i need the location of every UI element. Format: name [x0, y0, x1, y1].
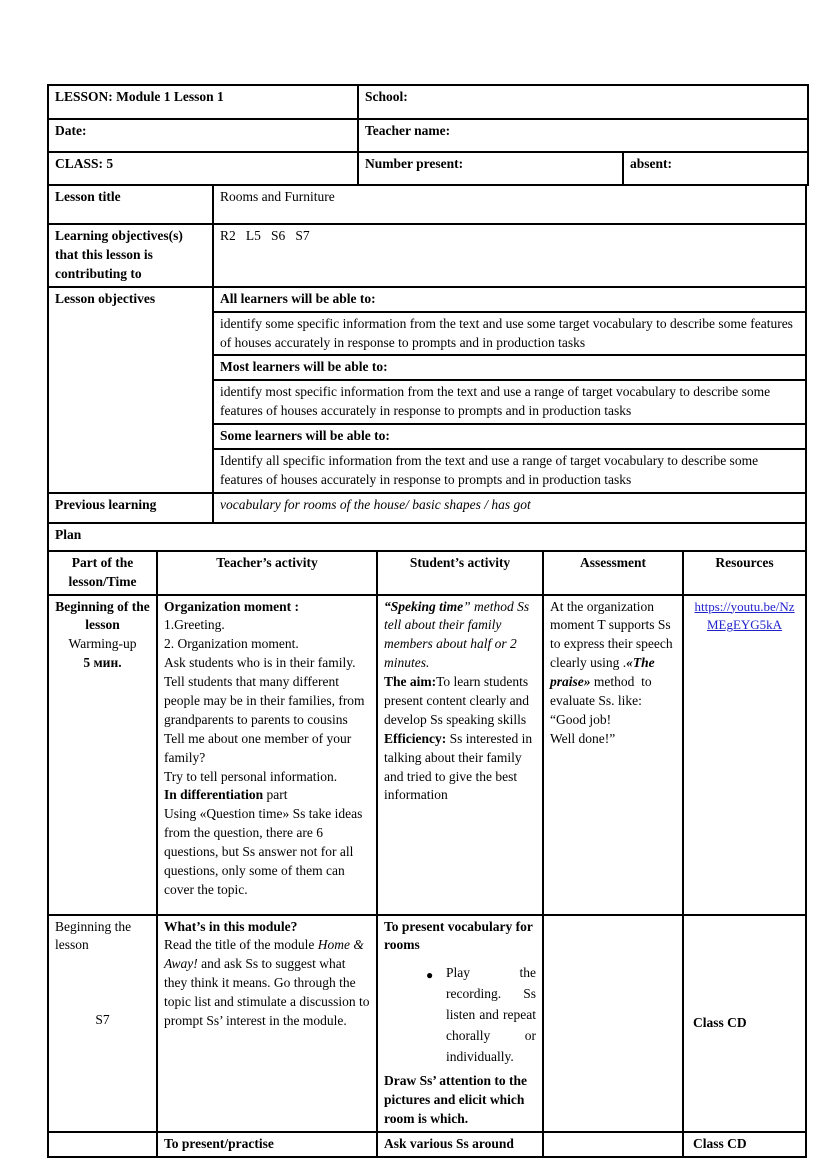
some-learners-text: Identify all specific information from the text and use a range of target vocabulary to describe some features of houses accurately in response to prompts and in production tasks [213, 449, 806, 493]
row1-assessment-cell: At the organization moment T supports Ss to express their speech clearly using .«The praise» method to evaluate Ss. like: “Good job! Well done!” [543, 595, 683, 915]
info-table [47, 184, 807, 552]
date-cell: Date: [48, 119, 358, 152]
row3-resources-cell: Class CD [683, 1132, 806, 1157]
learning-objectives-value: R2 L5 S6 S7 [213, 224, 806, 287]
plan-header-part: Part of the lesson/Time [48, 551, 157, 595]
row1-teacher-cell: Organization moment : 1.Greeting. 2. Organization moment. Ask students who is in their family. Tell students that many different people may be in their families, from grandparents to parents to cousins Tell me about one member of your family? Try to tell personal information. In differentiation part Using «Question time» Ss take ideas from the question, there are 6 questions, but Ss answer not for all questions, only some of them can cover the topic. [157, 595, 377, 915]
plan-header-resources: Resources [683, 551, 806, 595]
row2-assessment-cell [543, 915, 683, 1132]
row2-part-cell: Beginning the lesson S7 [48, 915, 157, 1132]
all-learners-text: identify some specific information from the text and use some target vocabulary to describe some features of houses accurately in response to prompts and in production tasks [213, 312, 806, 356]
plan-header-student: Student’s activity [377, 551, 543, 595]
row1-student-cell: “Speking time” method Ss tell about their family members about half or 2 minutes. The aim:To learn students present content clearly and develop Ss speaking skills Efficiency: Ss interested in talking about their family and tried to give the best information [377, 595, 543, 915]
row3-student-cell: Ask various Ss around [377, 1132, 543, 1157]
number-present-cell: Number present: [358, 152, 623, 185]
previous-learning-label: Previous learning [48, 493, 213, 523]
row3-part-cell [48, 1132, 157, 1157]
previous-learning-value: vocabulary for rooms of the house/ basic shapes / has got [213, 493, 806, 523]
lesson-module-cell: LESSON: Module 1 Lesson 1 [48, 85, 358, 119]
youtube-link[interactable]: https://youtu.be/NzMEgEYG5kA [694, 598, 795, 633]
row2-resources-cell: Class CD [683, 915, 806, 1132]
row2-teacher-cell: What’s in this module? Read the title of the module Home & Away! and ask Ss to suggest what they think it means. Go through the topic list and stimulate a discussion to prompt Ss’ interest in the module. [157, 915, 377, 1132]
most-learners-text: identify most specific information from the text and use a range of target vocabulary to describe some features of houses accurately in response to prompts and in production tasks [213, 380, 806, 424]
class-cell: CLASS: 5 [48, 152, 358, 185]
row2-student-cell: To present vocabulary for rooms ● Play the recording. Ss listen and repeat chorally or individually. Draw Ss’ attention to the pictures and elicit which room is which. [377, 915, 543, 1132]
teacher-name-cell: Teacher name: [358, 119, 808, 152]
lesson-title-label: Lesson title [48, 185, 213, 224]
lesson-plan-document [47, 84, 807, 1158]
absent-cell: absent: [623, 152, 808, 185]
plan-header-teacher: Teacher’s activity [157, 551, 377, 595]
lesson-objectives-label: Lesson objectives [48, 287, 213, 493]
row3-teacher-cell: To present/practise [157, 1132, 377, 1157]
row3-assessment-cell [543, 1132, 683, 1157]
lesson-title-value: Rooms and Furniture [213, 185, 806, 224]
some-learners-heading: Some learners will be able to: [213, 424, 806, 449]
school-cell: School: [358, 85, 808, 119]
plan-header-assessment: Assessment [543, 551, 683, 595]
row1-resources-cell [683, 595, 806, 915]
all-learners-heading: All learners will be able to: [213, 287, 806, 312]
learning-objectives-label: Learning objectives(s) that this lesson is contributing to [48, 224, 213, 287]
plan-heading: Plan [48, 523, 806, 551]
header-table [47, 84, 809, 186]
most-learners-heading: Most learners will be able to: [213, 355, 806, 380]
plan-table [47, 550, 807, 1158]
row1-part-cell: Beginning of the lesson Warming-up 5 мин. [48, 595, 157, 915]
